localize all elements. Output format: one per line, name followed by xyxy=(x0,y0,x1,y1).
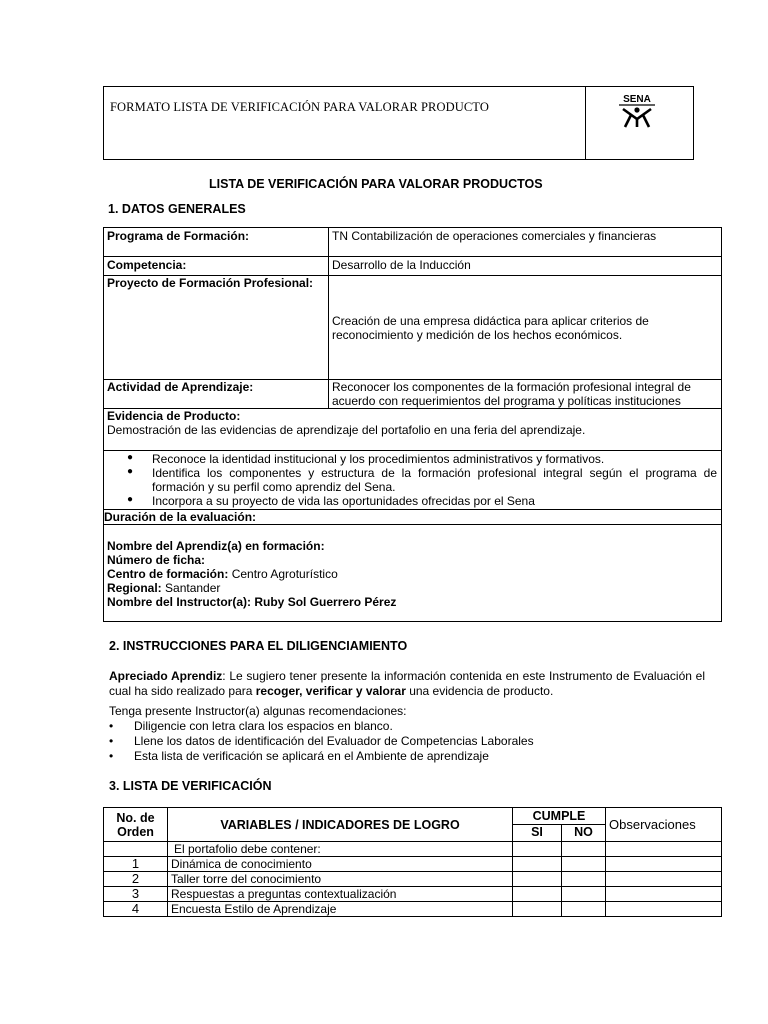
col-si: SI xyxy=(513,825,562,842)
aprendiz-info-cell xyxy=(104,525,722,622)
instructions-text-a: : Le sugiero tener presente la información contenida en este Instrumento de Evaluación el cual ha sido realizado para xyxy=(109,669,705,698)
general-data-table xyxy=(103,227,722,622)
no-cell[interactable] xyxy=(562,872,606,887)
actividad-value xyxy=(329,380,722,409)
si-cell[interactable] xyxy=(513,842,562,857)
table-header-row xyxy=(104,808,722,825)
instructor-label: Nombre del Instructor(a): xyxy=(107,595,252,609)
table-row xyxy=(104,902,722,917)
row-evidencia xyxy=(104,409,722,451)
recommendation-item: • Llene los datos de identificación del Evaluador de Competencias Laborales xyxy=(109,734,534,748)
logo-text: SENA xyxy=(623,94,651,105)
row-competencia xyxy=(104,257,722,276)
no-cell[interactable] xyxy=(562,902,606,917)
regional-label: Regional: xyxy=(107,581,162,595)
programa-label: Programa de Formación: xyxy=(104,228,329,257)
recommendation-item: • Esta lista de verificación se aplicará en el Ambiente de aprendizaje xyxy=(109,749,489,763)
evidencia-bullet-2: ● Identifica los componentes y estructura de la formación profesional integral según el programa de formación y su perfil como aprendiz del Sena. xyxy=(127,466,717,494)
no-cell[interactable] xyxy=(562,857,606,872)
competencia-value: Desarrollo de la Inducción xyxy=(329,257,722,276)
row-number: 1 xyxy=(104,857,168,872)
instructions-text-bold: recoger, verificar y valorar xyxy=(255,684,406,698)
si-cell[interactable] xyxy=(513,872,562,887)
section3-heading: 3. LISTA DE VERIFICACIÓN xyxy=(109,779,272,793)
duracion-label: Duración de la evaluación: xyxy=(104,510,722,525)
row-actividad xyxy=(104,380,722,409)
row-number: 4 xyxy=(104,902,168,917)
obs-cell[interactable] xyxy=(606,872,722,887)
table-row xyxy=(104,842,722,857)
si-cell[interactable] xyxy=(513,857,562,872)
row-indicator: Dinámica de conocimiento xyxy=(168,857,513,872)
nombre-aprendiz-label: Nombre del Aprendiz(a) en formación: xyxy=(107,539,325,553)
apreciado-label: Apreciado Aprendiz xyxy=(109,669,223,683)
row-evidencia-bullets xyxy=(104,451,722,510)
section2-heading: 2. INSTRUCCIONES PARA EL DILIGENCIAMIENTO xyxy=(109,639,408,653)
competencia-label: Competencia: xyxy=(104,257,329,276)
row-proyecto xyxy=(104,276,722,380)
row-number: 2 xyxy=(104,872,168,887)
no-cell[interactable] xyxy=(562,842,606,857)
instructions-text-c: una evidencia de producto. xyxy=(405,684,554,698)
regional-value: Santander xyxy=(165,581,221,595)
col-cumple: CUMPLE xyxy=(513,808,606,825)
row-indicator: Respuestas a preguntas contextualización xyxy=(168,887,513,902)
verification-table xyxy=(103,807,722,917)
recommendation-item: • Diligencie con letra clara los espacios en blanco. xyxy=(109,719,393,733)
section1-heading: 1. DATOS GENERALES xyxy=(108,202,246,216)
si-cell[interactable] xyxy=(513,902,562,917)
no-cell[interactable] xyxy=(562,887,606,902)
centro-label: Centro de formación: xyxy=(107,567,229,581)
header-divider xyxy=(585,87,586,159)
evidencia-bullets-cell xyxy=(104,451,722,510)
programa-value: TN Contabilización de operaciones comerciales y financieras xyxy=(329,228,722,257)
col-observaciones: Observaciones xyxy=(606,808,722,842)
obs-cell[interactable] xyxy=(606,887,722,902)
list-title: LISTA DE VERIFICACIÓN PARA VALORAR PRODUCTOS xyxy=(209,177,543,191)
proyecto-value: Creación de una empresa didáctica para aplicar criterios de reconocimiento y medición de los hechos económicos. xyxy=(329,276,722,380)
table-row xyxy=(104,857,722,872)
ficha-label: Número de ficha: xyxy=(107,553,206,567)
intro-row-text: El portafolio debe contener: xyxy=(168,842,513,857)
obs-cell[interactable] xyxy=(606,857,722,872)
row-indicator: Encuesta Estilo de Aprendizaje xyxy=(168,902,513,917)
obs-cell[interactable] xyxy=(606,902,722,917)
evidencia-bullet-3: ● Incorpora a su proyecto de vida las oportunidades ofrecidas por el Sena xyxy=(127,494,535,508)
centro-value: Centro Agroturístico xyxy=(231,567,338,581)
table-row xyxy=(104,872,722,887)
si-cell[interactable] xyxy=(513,887,562,902)
document-header xyxy=(103,86,694,160)
header-title: FORMATO LISTA DE VERIFICACIÓN PARA VALORAR PRODUCTO xyxy=(110,100,489,114)
row-aprendiz-info xyxy=(104,525,722,622)
centro-line xyxy=(107,567,718,581)
regional-line xyxy=(107,581,718,595)
evidencia-bullet-1: ● Reconoce la identidad institucional y los procedimientos administrativos y formativos. xyxy=(127,452,605,466)
sena-logo-icon xyxy=(613,93,661,129)
proyecto-label: Proyecto de Formación Profesional: xyxy=(104,276,329,380)
row-duracion xyxy=(104,510,722,525)
recommendations-intro: Tenga presente Instructor(a) algunas recomendaciones: xyxy=(109,704,407,718)
instructor-value: Ruby Sol Guerrero Pérez xyxy=(254,595,397,609)
obs-cell[interactable] xyxy=(606,842,722,857)
row-number: 3 xyxy=(104,887,168,902)
instructor-line xyxy=(107,595,718,609)
evidencia-text: Demostración de las evidencias de aprendizaje del portafolio en una feria del aprendizaje. xyxy=(107,423,586,437)
evidencia-label: Evidencia de Producto: xyxy=(107,409,241,423)
col-no: NO xyxy=(562,825,606,842)
instructions-paragraph xyxy=(109,669,705,699)
actividad-value-text: Reconocer los componentes de la formación profesional integral de acuerdo con requerimientos del programa y políticas instituciones xyxy=(332,380,691,408)
row-programa xyxy=(104,228,722,257)
actividad-label: Actividad de Aprendizaje: xyxy=(104,380,329,409)
row-indicator: Taller torre del conocimiento xyxy=(168,872,513,887)
col-variables: VARIABLES / INDICADORES DE LOGRO xyxy=(168,808,513,842)
table-row xyxy=(104,887,722,902)
col-no-orden: No. de Orden xyxy=(104,808,168,842)
evidencia-cell xyxy=(104,409,722,451)
